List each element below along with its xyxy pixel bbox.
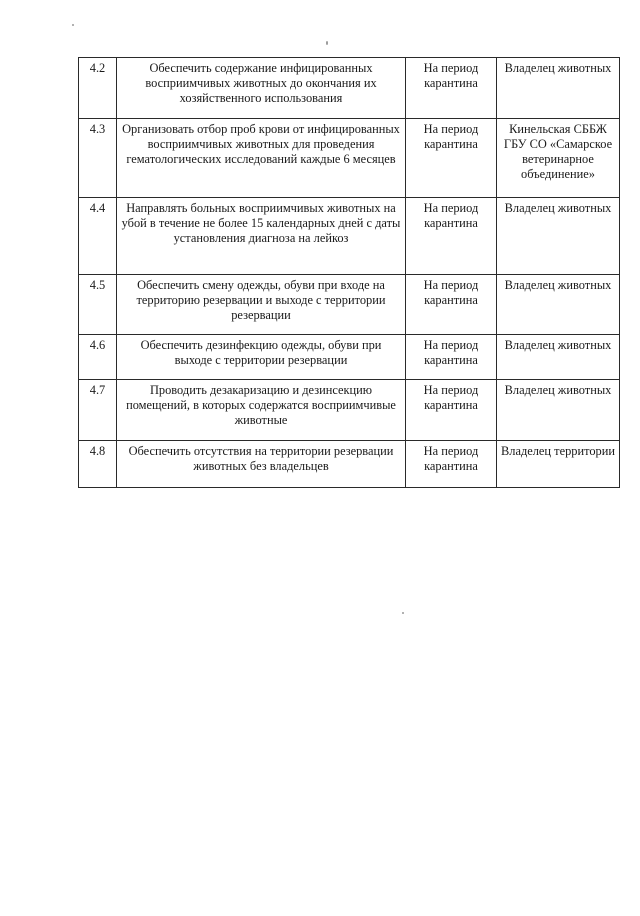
table-row — [79, 119, 620, 198]
row-number: 4.6 — [79, 335, 117, 380]
table-row — [79, 441, 620, 488]
row-action: Направлять больных восприимчивых животных на убой в течение не более 15 календарных дней с даты установления диагноза на лейкоз — [117, 198, 406, 275]
row-action: Проводить дезакаризацию и дезинсекцию помещений, в которых содержатся восприимчивые животные — [117, 380, 406, 441]
row-action: Обеспечить содержание инфицированных восприимчивых животных до окончания их хозяйственного использования — [117, 58, 406, 119]
row-period: На период карантина — [406, 335, 497, 380]
scan-speck — [72, 24, 74, 26]
table-row — [79, 275, 620, 335]
row-number: 4.5 — [79, 275, 117, 335]
row-responsible: Владелец животных — [497, 58, 620, 119]
scan-speck — [326, 41, 328, 45]
row-responsible: Владелец животных — [497, 335, 620, 380]
row-number: 4.4 — [79, 198, 117, 275]
row-action: Организовать отбор проб крови от инфицированных восприимчивых животных для проведения гематологических исследований каждые 6 месяцев — [117, 119, 406, 198]
row-period: На период карантина — [406, 58, 497, 119]
row-action: Обеспечить дезинфекцию одежды, обуви при выходе с территории резервации — [117, 335, 406, 380]
measures-table — [78, 57, 620, 488]
table-row — [79, 58, 620, 119]
row-action: Обеспечить смену одежды, обуви при входе на территорию резервации и выходе с территории резервации — [117, 275, 406, 335]
row-period: На период карантина — [406, 119, 497, 198]
row-number: 4.7 — [79, 380, 117, 441]
row-period: На период карантина — [406, 275, 497, 335]
row-period: На период карантина — [406, 380, 497, 441]
row-responsible: Владелец животных — [497, 275, 620, 335]
table-row — [79, 380, 620, 441]
row-period: На период карантина — [406, 198, 497, 275]
row-number: 4.3 — [79, 119, 117, 198]
row-number: 4.8 — [79, 441, 117, 488]
row-action: Обеспечить отсутствия на территории резервации животных без владельцев — [117, 441, 406, 488]
table-row — [79, 335, 620, 380]
row-period: На период карантина — [406, 441, 497, 488]
scan-speck — [402, 612, 404, 614]
row-responsible: Владелец территории — [497, 441, 620, 488]
row-number: 4.2 — [79, 58, 117, 119]
row-responsible: Владелец животных — [497, 198, 620, 275]
table-row — [79, 198, 620, 275]
row-responsible: Владелец животных — [497, 380, 620, 441]
row-responsible: Кинельская СББЖ ГБУ СО «Самарское ветеринарное объединение» — [497, 119, 620, 198]
